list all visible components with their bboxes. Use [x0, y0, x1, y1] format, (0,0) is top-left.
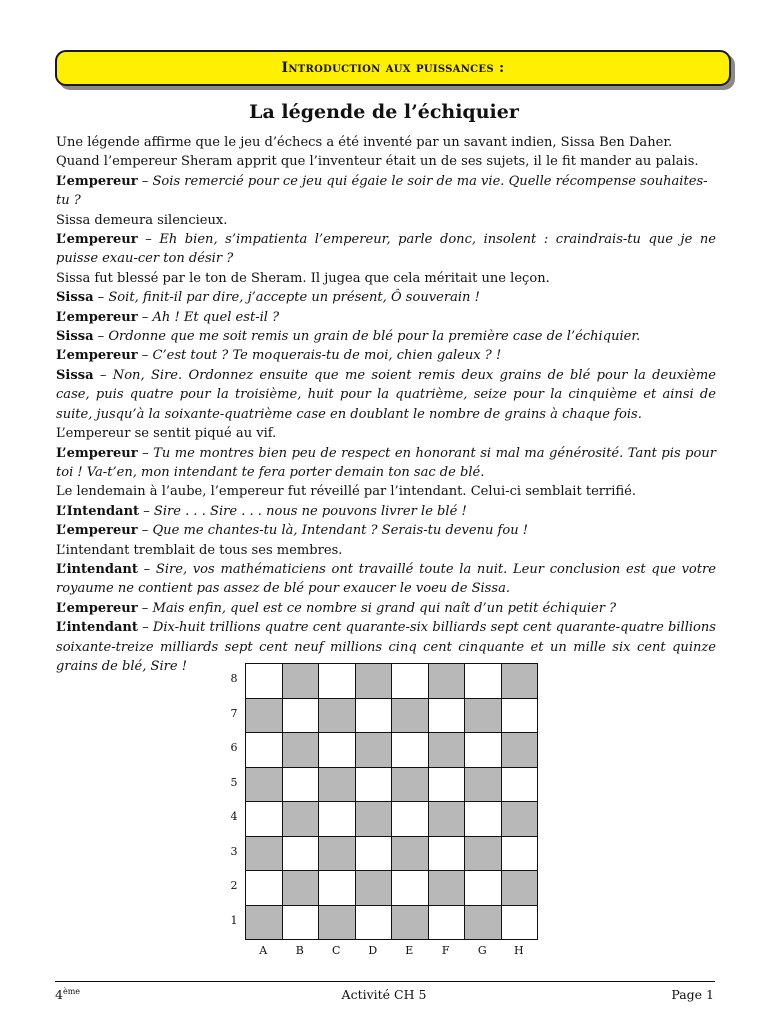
board-square [464, 801, 501, 836]
board-square [464, 870, 501, 905]
board-square [428, 767, 465, 802]
board-square [355, 836, 392, 871]
board-square [464, 663, 501, 698]
section-banner [55, 50, 731, 86]
paragraph: L’empereur – Sois remercié pour ce jeu qui égaie le soir de ma vie. Quelle récompense souhaites-tu ? [56, 173, 708, 209]
board-square [245, 905, 282, 940]
board-square [282, 698, 319, 733]
paragraph: L’empereur – Que me chantes-tu là, Intendant ? Serais-tu devenu fou ! [56, 523, 529, 539]
board-square [245, 698, 282, 733]
speaker-name: Sissa [56, 329, 94, 345]
file-label: A [259, 944, 268, 957]
board-square [282, 870, 319, 905]
banner-title: Introduction aux puissances : [281, 60, 505, 76]
paragraph: L’empereur – Tu me montres bien peu de respect en honorant si mal ma générosité. Tant pis pour toi ! Va-t’en, mon intendant te fera porter demain ton sac de blé. [56, 445, 716, 480]
file-label: E [405, 944, 414, 957]
board-square [464, 767, 501, 802]
board-square [282, 663, 319, 698]
rank-label: 7 [230, 706, 238, 720]
paragraph: Sissa – Soit, finit-il par dire, j’accepte un présent, Ô souverain ! [56, 290, 480, 306]
dialogue-line: Mais enfin, quel est ce nombre si grand qui naît d’un petit échiquier ? [152, 600, 617, 616]
board-square [282, 767, 319, 802]
board-square [282, 732, 319, 767]
board-square [391, 905, 428, 940]
board-square [391, 698, 428, 733]
dialogue-line: Que me chantes-tu là, Intendant ? Serais-tu devenu fou ! [152, 523, 529, 539]
rank-label: 2 [230, 879, 238, 893]
dialogue-line: Soit, finit-il par dire, j’accepte un présent, Ô souverain ! [108, 290, 480, 306]
speaker-name: L’empereur [56, 173, 138, 189]
board-square [464, 732, 501, 767]
board-square [391, 836, 428, 871]
rank-label: 3 [230, 844, 238, 858]
board-square [318, 663, 355, 698]
chessboard [245, 663, 538, 940]
board-square [464, 905, 501, 940]
dialogue-line: Sire, vos mathématiciens ont travaillé toute la nuit. Leur conclusion est que votre royaume ne contient pas assez de blé pour exaucer le voeu de Sissa. [56, 561, 716, 597]
dialogue-line: Ordonne que me soit remis un grain de blé pour la première case de l’échiquier. [108, 329, 641, 345]
paragraph: L’empereur – Mais enfin, quel est ce nombre si grand qui naît d’un petit échiquier ? [56, 600, 617, 616]
paragraph: Une légende affirme que le jeu d’échecs a été inventé par un savant indien, Sissa Ben Daher. [56, 135, 673, 150]
board-square [245, 767, 282, 802]
paragraph: L’intendant – Dix-huit trillions quatre cent quarante-six billiards sept cent quarante-quatre billions soixante-treize milliards sept cent neuf millions cinq cent cinquante et un mille six cent quinze grains de blé, Sire ! [56, 620, 717, 674]
board-square [501, 698, 538, 733]
board-square [501, 663, 538, 698]
board-square [245, 732, 282, 767]
footer-grade: 4ème [55, 987, 81, 1002]
speaker-name: L’empereur [56, 232, 138, 248]
paragraph: Sissa demeura silencieux. [56, 212, 228, 228]
speaker-name: Sissa [56, 367, 94, 383]
rank-label: 8 [230, 672, 238, 686]
board-square [428, 801, 465, 836]
speaker-name: L’empereur [56, 348, 138, 364]
board-square [318, 698, 355, 733]
page-title: La légende de l’échiquier [249, 101, 519, 123]
rank-label: 4 [230, 810, 238, 824]
dialogue-line: Sois remercié pour ce jeu qui égaie le soir de ma vie. Quelle récompense souhaites-tu ? [56, 173, 708, 209]
board-square [355, 732, 392, 767]
paragraph: L’empereur se sentit piqué au vif. [56, 426, 277, 442]
paragraph: L’intendant – Sire, vos mathématiciens ont travaillé toute la nuit. Leur conclusion est que votre royaume ne contient pas assez de blé pour exaucer le voeu de Sissa. [56, 561, 716, 597]
rank-label: 5 [230, 775, 238, 789]
rank-label: 6 [230, 741, 238, 755]
board-square [282, 836, 319, 871]
speaker-name: L’Intendant [56, 503, 140, 519]
board-square [428, 732, 465, 767]
speaker-name: L’intendant [56, 620, 138, 636]
board-square [245, 663, 282, 698]
board-square [428, 663, 465, 698]
dialogue-line: Ah ! Et quel est-il ? [152, 309, 280, 325]
dialogue-line: C’est tout ? Te moquerais-tu de moi, chien galeux ? ! [152, 348, 502, 364]
paragraph: Sissa – Ordonne que me soit remis un grain de blé pour la première case de l’échiquier. [56, 329, 641, 345]
board-square [501, 732, 538, 767]
board-square [318, 905, 355, 940]
board-square [391, 870, 428, 905]
speaker-name: L’empereur [56, 445, 138, 461]
speaker-name: L’intendant [56, 561, 138, 577]
board-square [355, 663, 392, 698]
file-label: H [513, 944, 524, 957]
board-square [501, 905, 538, 940]
paragraph: L’intendant tremblait de tous ses membres. [56, 542, 343, 558]
footer-activity: Activité CH 5 [341, 987, 427, 1002]
board-square [318, 870, 355, 905]
dialogue-line: Dix-huit trillions quatre cent quarante-six billiards sept cent quarante-quatre billions soixante-treize milliards sept cent neuf millions cinq cent cinquante et un mille six cent quinze grains de blé, Sire ! [56, 620, 717, 674]
board-square [428, 698, 465, 733]
board-square [282, 801, 319, 836]
board-square [355, 801, 392, 836]
board-square [501, 870, 538, 905]
board-square [355, 905, 392, 940]
board-square [391, 663, 428, 698]
board-square [464, 836, 501, 871]
dialogue-line: Eh bien, s’impatienta l’empereur, parle donc, insolent : craindrais-tu que je ne puisse exau-cer ton désir ? [56, 232, 717, 267]
paragraph: L’empereur – Ah ! Et quel est-il ? [56, 309, 280, 325]
speaker-name: L’empereur [56, 523, 138, 539]
dialogue-line: Sire . . . Sire . . . nous ne pouvons livrer le blé ! [153, 503, 467, 519]
file-label: B [295, 944, 304, 957]
board-square [282, 905, 319, 940]
paragraph: Sissa – Non, Sire. Ordonnez ensuite que me soient remis deux grains de blé pour la deuxième case, puis quatre pour la troisième, huit pour la quatrième, seize pour la cinquième et ainsi de suite, jusqu’à la soixante-quatrième case en doublant le nombre de grains à chaque fois. [56, 367, 716, 422]
story-text [56, 133, 716, 676]
board-square [501, 836, 538, 871]
paragraph: L’empereur – Eh bien, s’impatienta l’empereur, parle donc, insolent : craindrais-tu que je ne puisse exau-cer ton désir ? [56, 232, 717, 267]
file-label: D [368, 944, 378, 957]
board-square [428, 870, 465, 905]
paragraph: Quand l’empereur Sheram apprit que l’inventeur était un de ses sujets, il le fit mander au palais. [56, 154, 699, 170]
paragraph: L’empereur – C’est tout ? Te moquerais-tu de moi, chien galeux ? ! [56, 348, 502, 364]
paragraph: L’Intendant – Sire . . . Sire . . . nous ne pouvons livrer le blé ! [56, 503, 467, 519]
speaker-name: L’empereur [56, 600, 138, 616]
paragraph: Sissa fut blessé par le ton de Sheram. Il jugea que cela méritait une leçon. [56, 270, 550, 286]
footer-divider [55, 981, 715, 982]
paragraph: Le lendemain à l’aube, l’empereur fut réveillé par l’intendant. Celui-ci semblait terrifié. [56, 484, 637, 500]
file-label: C [332, 944, 341, 957]
dialogue-line: Tu me montres bien peu de respect en honorant si mal ma générosité. Tant pis pour toi ! Va-t’en, mon intendant te fera porter demain ton sac de blé. [56, 445, 716, 480]
board-square [464, 698, 501, 733]
board-square [245, 836, 282, 871]
board-square [318, 767, 355, 802]
board-square [501, 801, 538, 836]
board-square [355, 698, 392, 733]
board-square [318, 732, 355, 767]
board-square [428, 836, 465, 871]
board-square [355, 767, 392, 802]
board-square [391, 801, 428, 836]
board-square [391, 767, 428, 802]
board-square [391, 732, 428, 767]
file-label: F [441, 944, 450, 957]
speaker-name: Sissa [56, 290, 94, 306]
board-square [245, 801, 282, 836]
footer-page-number: Page 1 [671, 987, 714, 1002]
file-label: G [477, 944, 487, 957]
dialogue-line: Non, Sire. Ordonnez ensuite que me soient remis deux grains de blé pour la deuxième case, puis quatre pour la troisième, huit pour la quatrième, seize pour la cinquième et ainsi de suite, jusqu’à la soixante-quatrième case en doublant le nombre de grains à chaque fois. [56, 367, 716, 422]
board-square [245, 870, 282, 905]
board-square [318, 836, 355, 871]
rank-label: 1 [230, 913, 238, 927]
board-square [501, 767, 538, 802]
board-square [428, 905, 465, 940]
board-square [355, 870, 392, 905]
board-square [318, 801, 355, 836]
speaker-name: L’empereur [56, 309, 138, 325]
